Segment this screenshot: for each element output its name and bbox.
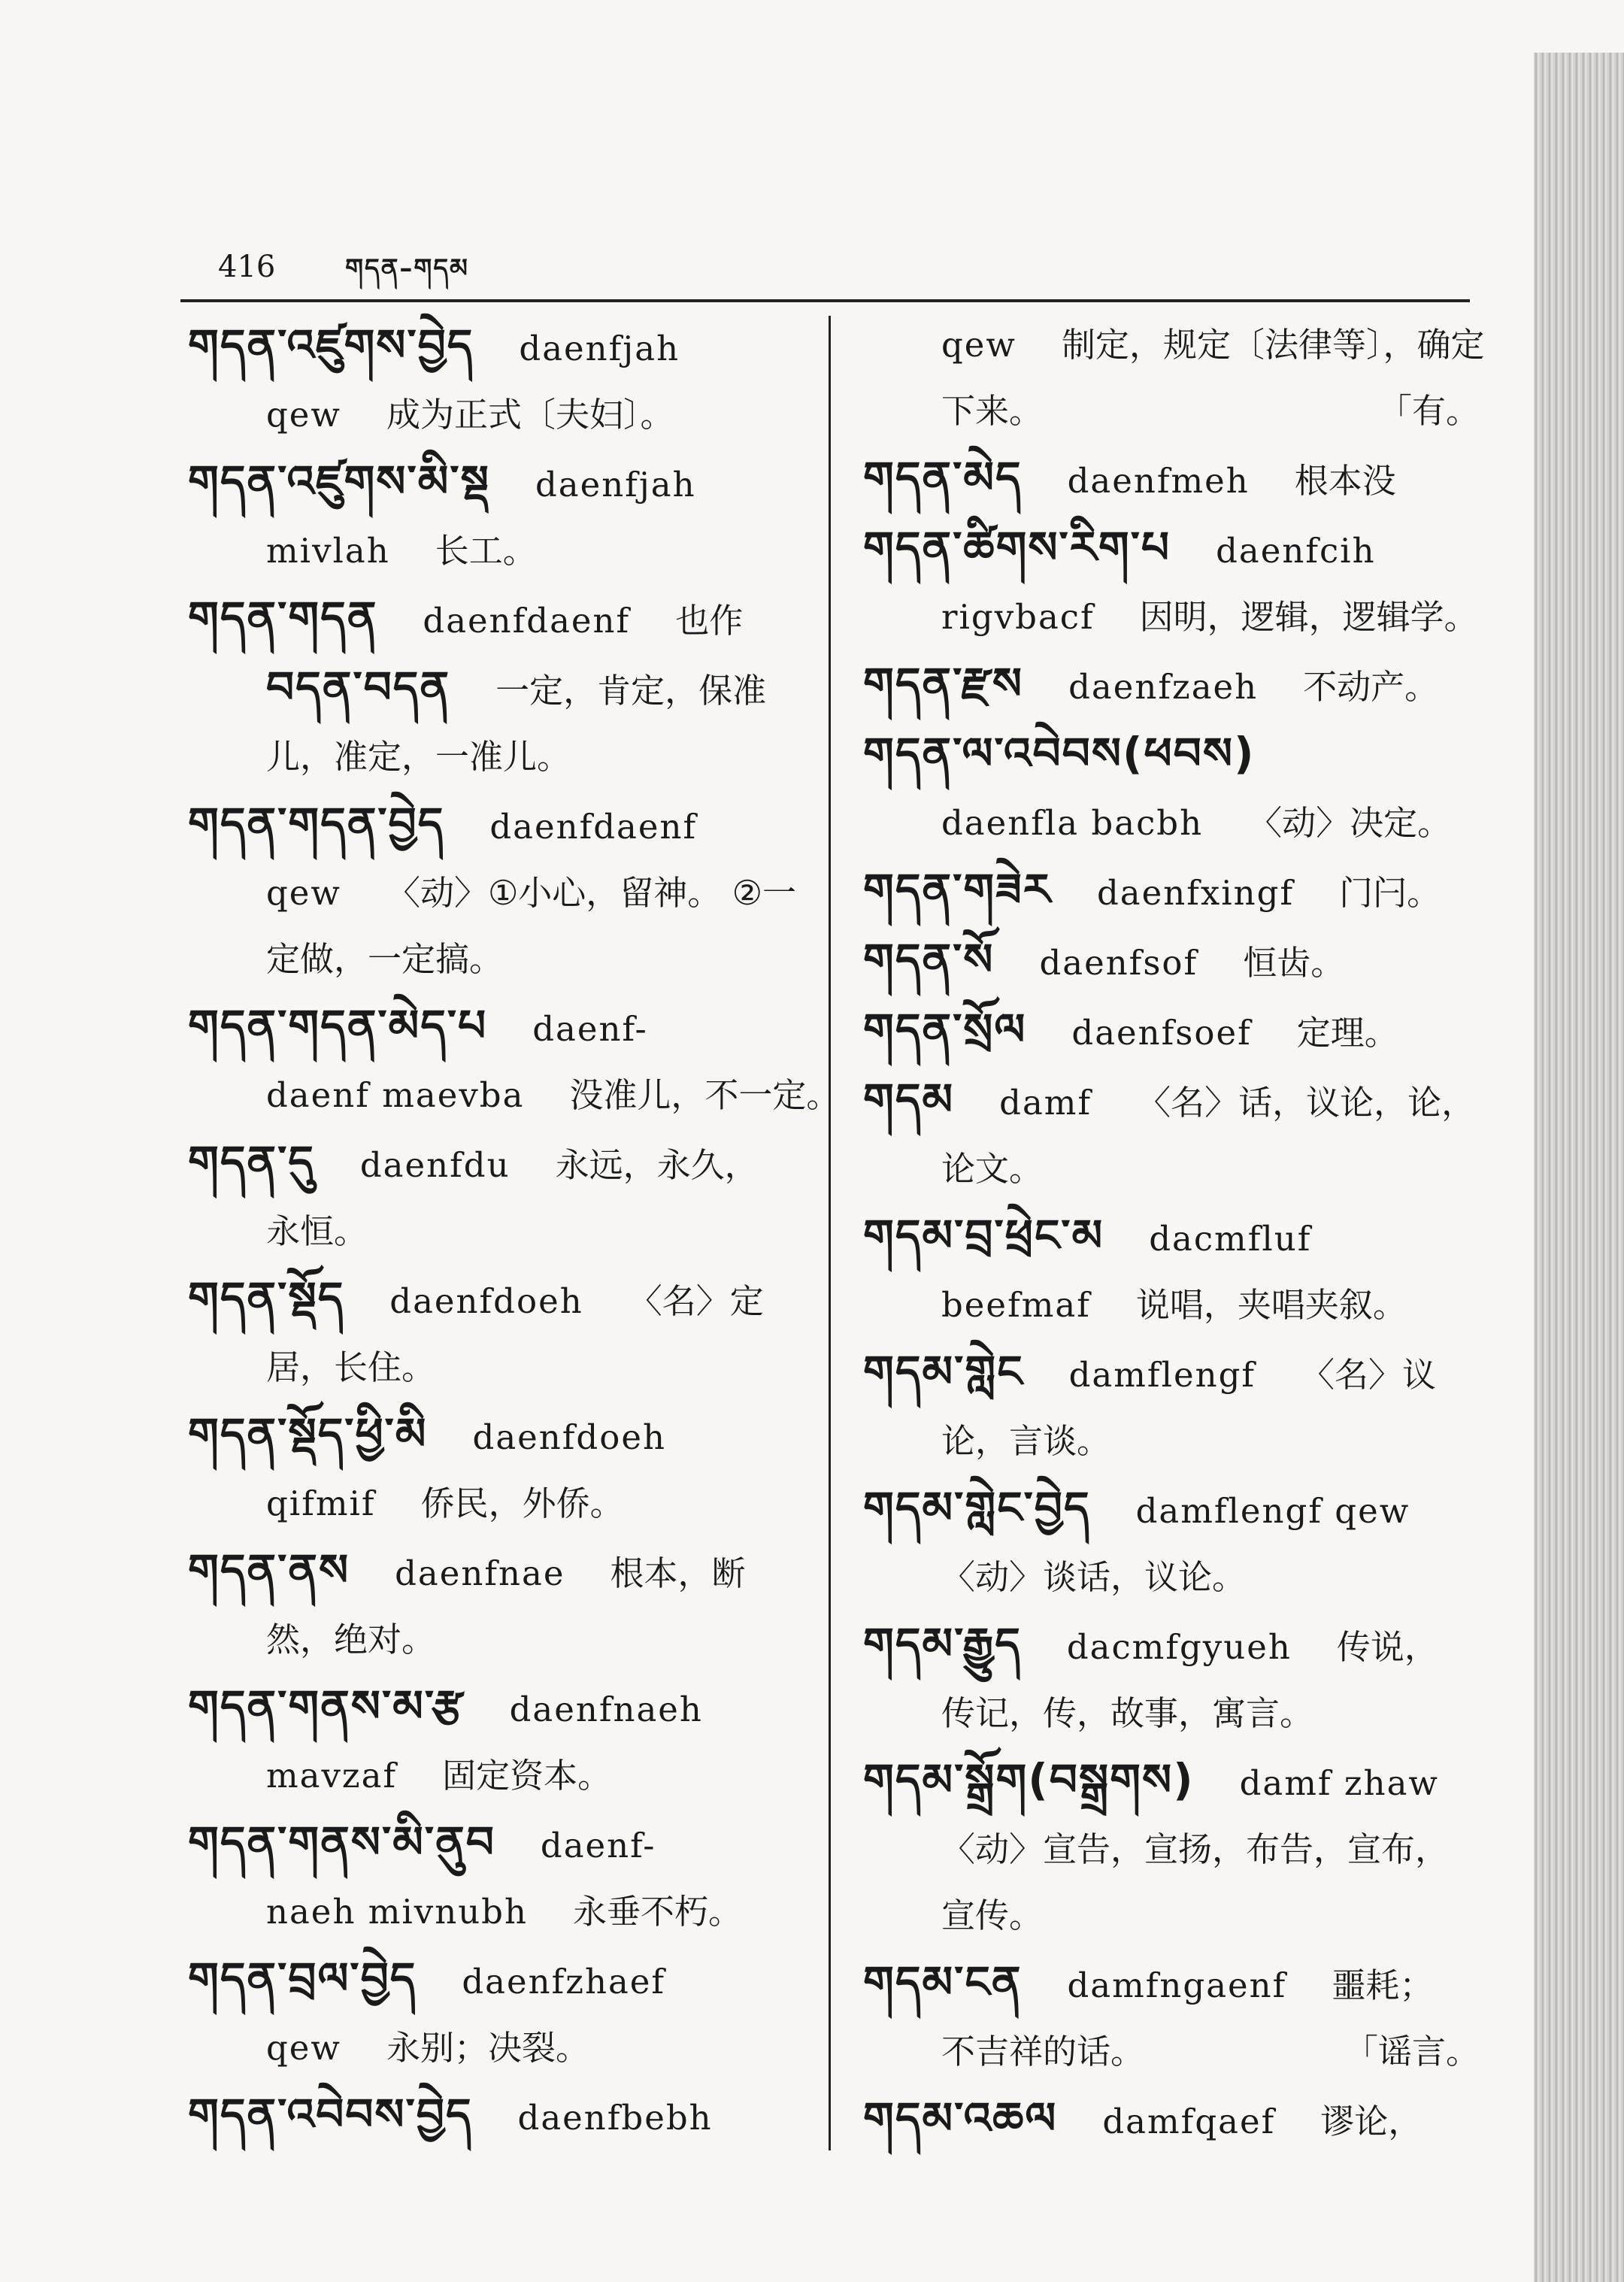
romanization: daenfdoeh bbox=[389, 1281, 583, 1321]
romanization: daenfzaeh bbox=[1068, 667, 1259, 707]
entry-continuation-line bbox=[188, 1607, 804, 1673]
romanization: daenfdaenf bbox=[423, 601, 631, 641]
definition-text: 宣传。 bbox=[941, 1896, 1044, 1935]
entry-headword-line bbox=[863, 444, 1480, 514]
tibetan-headword: གདན་འབེབས་བྱེད bbox=[188, 2089, 473, 2140]
entry-headword-line bbox=[188, 993, 804, 1062]
tibetan-headword: གདན་མེད bbox=[863, 452, 1023, 503]
entry-headword-line bbox=[863, 1474, 1480, 1544]
tibetan-headword: གདན་འཛུགས་བྱེད bbox=[188, 320, 474, 371]
entry-headword-line bbox=[188, 1673, 804, 1743]
tibetan-headword: གདམ་འཆལ bbox=[863, 2093, 1058, 2144]
entry-headword-line bbox=[863, 2085, 1480, 2155]
header-range: གདན–གདམ bbox=[345, 253, 469, 283]
entry-continuation-line bbox=[863, 1883, 1480, 1949]
romanization: daenfdu bbox=[359, 1145, 511, 1185]
romanization: daenf maevba bbox=[266, 1075, 525, 1115]
left-column bbox=[188, 312, 841, 2151]
definition-text: 恒齿。 bbox=[1243, 943, 1345, 983]
entry-headword-line bbox=[188, 790, 804, 860]
entry-continuation-line bbox=[188, 1062, 841, 1129]
entry-continuation-line bbox=[863, 1136, 1480, 1202]
definition-text: 根本，断 bbox=[610, 1553, 746, 1593]
entry-continuation-line bbox=[188, 1471, 804, 1537]
definition-text: 门闩。 bbox=[1339, 873, 1441, 913]
definition-text: 不吉祥的话。 bbox=[941, 2032, 1145, 2071]
definition-text: 传说， bbox=[1336, 1627, 1438, 1667]
romanization: daenfmeh bbox=[1067, 461, 1250, 501]
entry-headword-line bbox=[863, 514, 1480, 584]
entry-continuation-line bbox=[863, 2019, 1480, 2085]
entry-headword-line bbox=[863, 1747, 1480, 1817]
entry-continuation-line bbox=[863, 378, 1480, 444]
entry-headword-line bbox=[863, 1949, 1480, 2019]
romanization: qifmif bbox=[266, 1483, 376, 1523]
definition-text: 永别；决裂。 bbox=[386, 2028, 589, 2068]
definition-text: 长工。 bbox=[435, 531, 537, 571]
definition-text: 〈名〉定 bbox=[628, 1281, 764, 1321]
entry-continuation-line bbox=[188, 926, 804, 993]
entry-headword-line bbox=[188, 1809, 804, 1879]
romanization: qew bbox=[941, 325, 1017, 365]
entry-continuation-line bbox=[188, 654, 804, 724]
definition-text: 根本没 bbox=[1294, 461, 1396, 501]
romanization: daenf- bbox=[532, 1009, 648, 1049]
definition-text: 侨民，外侨。 bbox=[420, 1483, 624, 1523]
entry-headword-line bbox=[863, 856, 1480, 926]
tibetan-headword: གདན་གདན་བྱེད bbox=[188, 798, 445, 849]
page-number: 416 bbox=[218, 250, 276, 284]
entry-continuation-line bbox=[188, 860, 804, 926]
definition-text: 因明，逻辑，逻辑学。 bbox=[1139, 597, 1478, 637]
entry-headword-line bbox=[863, 996, 1480, 1066]
romanization: damflengf qew bbox=[1135, 1491, 1410, 1531]
definition-text: 永恒。 bbox=[266, 1211, 368, 1251]
entry-continuation-line bbox=[863, 1544, 1480, 1611]
entry-headword-line bbox=[188, 2081, 804, 2151]
definition-text: 成为正式〔夫妇〕。 bbox=[386, 395, 674, 435]
tibetan-headword: གདན་སྡོད bbox=[188, 1272, 345, 1323]
tibetan-headword: གདན་གདན bbox=[188, 592, 378, 643]
entry-headword-line bbox=[863, 1066, 1480, 1136]
romanization: damf zhaw bbox=[1239, 1763, 1439, 1803]
romanization: daenfsoef bbox=[1071, 1013, 1252, 1053]
romanization: mivlah bbox=[266, 531, 390, 571]
tibetan-headword: གདམ་བྲ་ཕྲེང་མ bbox=[863, 1210, 1104, 1261]
romanization: daenfjah bbox=[519, 329, 680, 368]
romanization: qew bbox=[266, 395, 341, 435]
definition-text: 儿，准定，一准儿。 bbox=[266, 737, 571, 777]
entry-continuation-line bbox=[863, 1408, 1480, 1474]
definition-text: 噩耗； bbox=[1332, 1965, 1434, 2005]
entry-continuation-line bbox=[188, 518, 804, 584]
entry-continuation-line bbox=[188, 1335, 804, 1401]
entry-headword-line bbox=[188, 448, 804, 518]
romanization: rigvbacf bbox=[941, 597, 1095, 637]
entry-headword-line bbox=[863, 1611, 1480, 1680]
romanization: daenfsof bbox=[1039, 943, 1198, 983]
right-column bbox=[863, 312, 1485, 2155]
tibetan-headword: གདན་ཚིགས་རིག་པ bbox=[863, 522, 1171, 573]
definition-text: 〈动〉谈话，议论。 bbox=[941, 1557, 1247, 1597]
tibetan-headword: གདམ་གླེང་བྱེད bbox=[863, 1482, 1091, 1533]
tibetan-headword: གདན་དུ bbox=[188, 1136, 315, 1187]
romanization: beefmaf bbox=[941, 1285, 1091, 1325]
entry-continuation-line bbox=[863, 312, 1485, 378]
definition-text: 谬论， bbox=[1320, 2102, 1423, 2141]
tibetan-headword: གདམ bbox=[863, 1074, 955, 1125]
definition-text: 定做，一定搞。 bbox=[266, 939, 504, 979]
definition-text: 固定资本。 bbox=[442, 1756, 612, 1796]
tibetan-headword: གདན་གནས་མི་ནུབ bbox=[188, 1817, 495, 1868]
romanization: daenfla bacbh bbox=[941, 803, 1204, 843]
romanization: damfngaenf bbox=[1067, 1965, 1287, 2005]
romanization: daenfcih bbox=[1216, 531, 1376, 571]
definition-text: 也作 bbox=[675, 601, 744, 641]
tibetan-headword: གདན་གདན་མེད་པ bbox=[188, 1000, 488, 1051]
page-edge-shadow bbox=[1534, 53, 1624, 2282]
continuation-marker: 「谣言。 bbox=[1344, 2032, 1480, 2071]
continuation-marker: 「有。 bbox=[1377, 391, 1480, 431]
definition-text: 居，长住。 bbox=[266, 1347, 436, 1387]
romanization: daenfbebh bbox=[517, 2098, 713, 2138]
entry-continuation-line bbox=[188, 1199, 804, 1265]
entry-continuation-line bbox=[188, 1743, 804, 1809]
tibetan-headword: བདན་བདན bbox=[266, 662, 451, 713]
tibetan-headword: གདན་རྫས bbox=[863, 658, 1024, 709]
tibetan-headword: གདན་སྡོད་ཕྱི་མི bbox=[188, 1408, 428, 1459]
romanization: dacmfgyueh bbox=[1066, 1627, 1292, 1667]
definition-text: 〈名〉议 bbox=[1301, 1355, 1437, 1395]
tibetan-headword: གདན་གཟེར bbox=[863, 864, 1052, 915]
definition-text: 说唱，夹唱夹叙。 bbox=[1135, 1285, 1407, 1325]
tibetan-headword: གདན་ལ་འབེབས(ཕབས) bbox=[863, 728, 1256, 779]
definition-text: 永远，永久， bbox=[555, 1145, 759, 1185]
definition-text: 传记，传，故事，寓言。 bbox=[941, 1693, 1314, 1733]
entry-continuation-line bbox=[188, 382, 804, 448]
romanization: qew bbox=[266, 2028, 341, 2068]
romanization: mavzaf bbox=[266, 1756, 398, 1796]
entry-headword-line bbox=[188, 1129, 804, 1199]
entry-headword-line bbox=[863, 720, 1480, 790]
definition-text: 定理。 bbox=[1296, 1013, 1398, 1053]
romanization: daenfzhaef bbox=[462, 1962, 666, 2002]
entry-headword-line bbox=[188, 584, 804, 654]
definition-text: 永垂不朽。 bbox=[572, 1892, 742, 1932]
entry-headword-line bbox=[863, 1338, 1480, 1408]
romanization: damfqaef bbox=[1102, 2102, 1276, 2141]
entry-headword-line bbox=[188, 1945, 804, 2015]
column-divider bbox=[829, 316, 831, 2150]
definition-text: 论文。 bbox=[941, 1149, 1044, 1189]
entry-headword-line bbox=[188, 1265, 804, 1335]
entry-headword-line bbox=[863, 926, 1480, 996]
romanization: qew bbox=[266, 873, 341, 913]
tibetan-headword: གདམ་གླེང bbox=[863, 1346, 1024, 1397]
definition-text: 不动产。 bbox=[1303, 667, 1439, 707]
definition-text: 〈动〉①小心，留神。 ②一 bbox=[386, 873, 796, 913]
definition-text: 〈动〉决定。 bbox=[1248, 803, 1452, 843]
romanization: daenfnaeh bbox=[509, 1690, 703, 1729]
entry-continuation-line bbox=[863, 584, 1480, 650]
tibetan-headword: གདན་བྲལ་བྱེད bbox=[188, 1953, 417, 2004]
romanization: dacmfluf bbox=[1149, 1219, 1312, 1259]
entry-continuation-line bbox=[863, 790, 1480, 856]
tibetan-headword: གདན་སྲོལ bbox=[863, 1004, 1027, 1055]
romanization: daenfxingf bbox=[1097, 873, 1295, 913]
definition-text: 〈动〉宣告，宣扬，布告，宣布， bbox=[941, 1829, 1450, 1869]
header-rule bbox=[180, 299, 1470, 302]
entry-continuation-line bbox=[863, 1680, 1480, 1747]
definition-text: 然，绝对。 bbox=[266, 1620, 436, 1659]
definition-text: 论，言谈。 bbox=[941, 1421, 1111, 1461]
definition-text: 制定，规定〔法律等〕，确定 bbox=[1061, 325, 1485, 365]
romanization: daenfdoeh bbox=[472, 1417, 666, 1457]
definition-text: 下来。 bbox=[941, 391, 1044, 431]
entry-continuation-line bbox=[863, 1272, 1480, 1338]
tibetan-headword: གདན་ནས bbox=[188, 1544, 350, 1596]
romanization: daenf- bbox=[540, 1826, 656, 1865]
tibetan-headword: གདན་སོ bbox=[863, 934, 995, 985]
entry-headword-line bbox=[188, 1537, 804, 1607]
entry-continuation-line bbox=[188, 724, 804, 790]
entry-continuation-line bbox=[188, 2015, 804, 2081]
romanization: daenfjah bbox=[535, 465, 696, 505]
definition-text: 没准儿，不一定。 bbox=[569, 1075, 841, 1115]
entry-continuation-line bbox=[863, 1817, 1480, 1883]
definition-text: 一定，肯定，保准 bbox=[495, 671, 767, 711]
entry-headword-line bbox=[188, 312, 804, 382]
tibetan-headword: གདམ་རྒྱུད bbox=[863, 1618, 1022, 1669]
romanization: damflengf bbox=[1068, 1355, 1256, 1395]
entry-headword-line bbox=[188, 1401, 804, 1471]
tibetan-headword: གདན་འཛུགས་མི་སྡ bbox=[188, 456, 490, 507]
romanization: naeh mivnubh bbox=[266, 1892, 528, 1932]
romanization: damf bbox=[999, 1083, 1092, 1123]
entry-headword-line bbox=[863, 650, 1480, 720]
romanization: daenfdaenf bbox=[489, 807, 698, 847]
tibetan-headword: གདན་གནས་མ་རྩ bbox=[188, 1680, 465, 1732]
entry-headword-line bbox=[863, 1202, 1480, 1272]
tibetan-headword: གདམ་སྒྲོག(བསྒྲགས) bbox=[863, 1754, 1195, 1805]
definition-text: 〈名〉话，议论，论， bbox=[1137, 1083, 1476, 1123]
tibetan-headword: གདམ་ངན bbox=[863, 1956, 1023, 2008]
entry-continuation-line bbox=[188, 1879, 804, 1945]
romanization: daenfnae bbox=[395, 1553, 565, 1593]
